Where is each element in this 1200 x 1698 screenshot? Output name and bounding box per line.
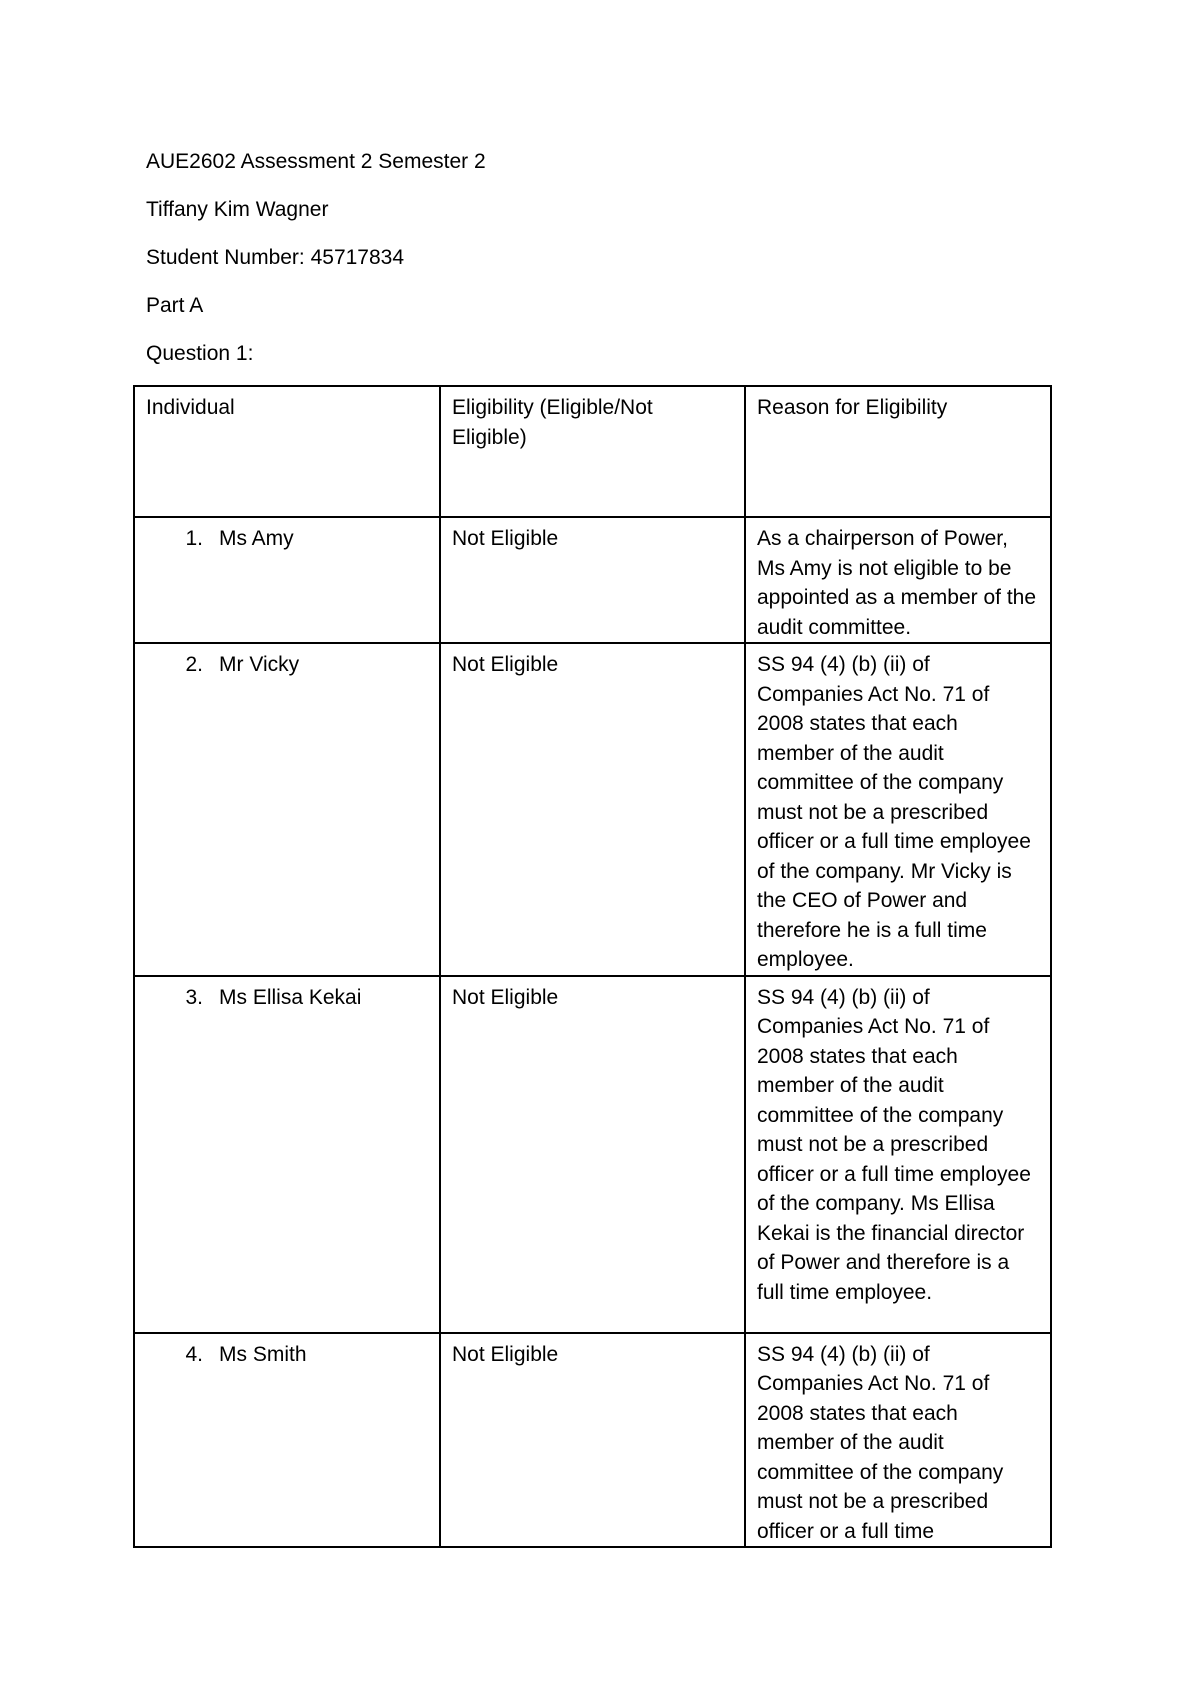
individual-name: Ms Amy bbox=[219, 527, 294, 550]
individual-cell bbox=[134, 643, 440, 976]
student-number: Student Number: 45717834 bbox=[146, 246, 405, 269]
course-title: AUE2602 Assessment 2 Semester 2 bbox=[146, 150, 486, 173]
individual-name: Ms Smith bbox=[219, 1342, 307, 1366]
header-individual: Individual bbox=[134, 386, 440, 517]
table-row bbox=[134, 976, 1051, 1333]
row-number: 3. bbox=[185, 985, 203, 1009]
eligibility-cell: Not Eligible bbox=[440, 1333, 745, 1548]
student-name: Tiffany Kim Wagner bbox=[146, 198, 329, 221]
eligibility-cell: Not Eligible bbox=[440, 976, 745, 1333]
eligibility-cell: Not Eligible bbox=[440, 643, 745, 976]
individual-cell bbox=[134, 517, 440, 643]
table-row bbox=[134, 643, 1051, 976]
individual-name: Ms Ellisa Kekai bbox=[219, 985, 362, 1009]
reason-cell: SS 94 (4) (b) (ii) of Companies Act No. 71 of 2008 states that each member of the audit committee of the company must not be a prescribed officer or a full time employee of the company. Ms Ellisa Kekai is the financial director of Power and therefore is a full time employee. bbox=[745, 976, 1051, 1333]
eligibility-cell: Not Eligible bbox=[440, 517, 745, 643]
part-label: Part A bbox=[146, 294, 204, 317]
reason-cell: SS 94 (4) (b) (ii) of Companies Act No. 71 of 2008 states that each member of the audit committee of the company must not be a prescribed officer or a full time employee of the company. Mr Vicky is the CEO of Power and therefore he is a full time employee. bbox=[745, 643, 1051, 976]
individual-name: Mr Vicky bbox=[219, 653, 300, 676]
table-row bbox=[134, 1333, 1051, 1548]
reason-cell: SS 94 (4) (b) (ii) of Companies Act No. 71 of 2008 states that each member of the audit committee of the company must not be a prescribed officer or a full time bbox=[745, 1333, 1051, 1548]
question-label: Question 1: bbox=[146, 342, 254, 365]
row-number: 4. bbox=[185, 1342, 203, 1366]
row-number: 2. bbox=[185, 653, 203, 676]
reason-cell: As a chairperson of Power, Ms Amy is not eligible to be appointed as a member of the audit committee. bbox=[745, 517, 1051, 643]
header-eligibility: Eligibility (Eligible/Not Eligible) bbox=[440, 386, 745, 517]
table-header-row bbox=[134, 386, 1051, 517]
individual-cell bbox=[134, 1333, 440, 1548]
row-number: 1. bbox=[185, 527, 203, 550]
individual-cell bbox=[134, 976, 440, 1333]
eligibility-table bbox=[133, 385, 1052, 1548]
header-reason: Reason for Eligibility bbox=[745, 386, 1051, 517]
table-row bbox=[134, 517, 1051, 643]
